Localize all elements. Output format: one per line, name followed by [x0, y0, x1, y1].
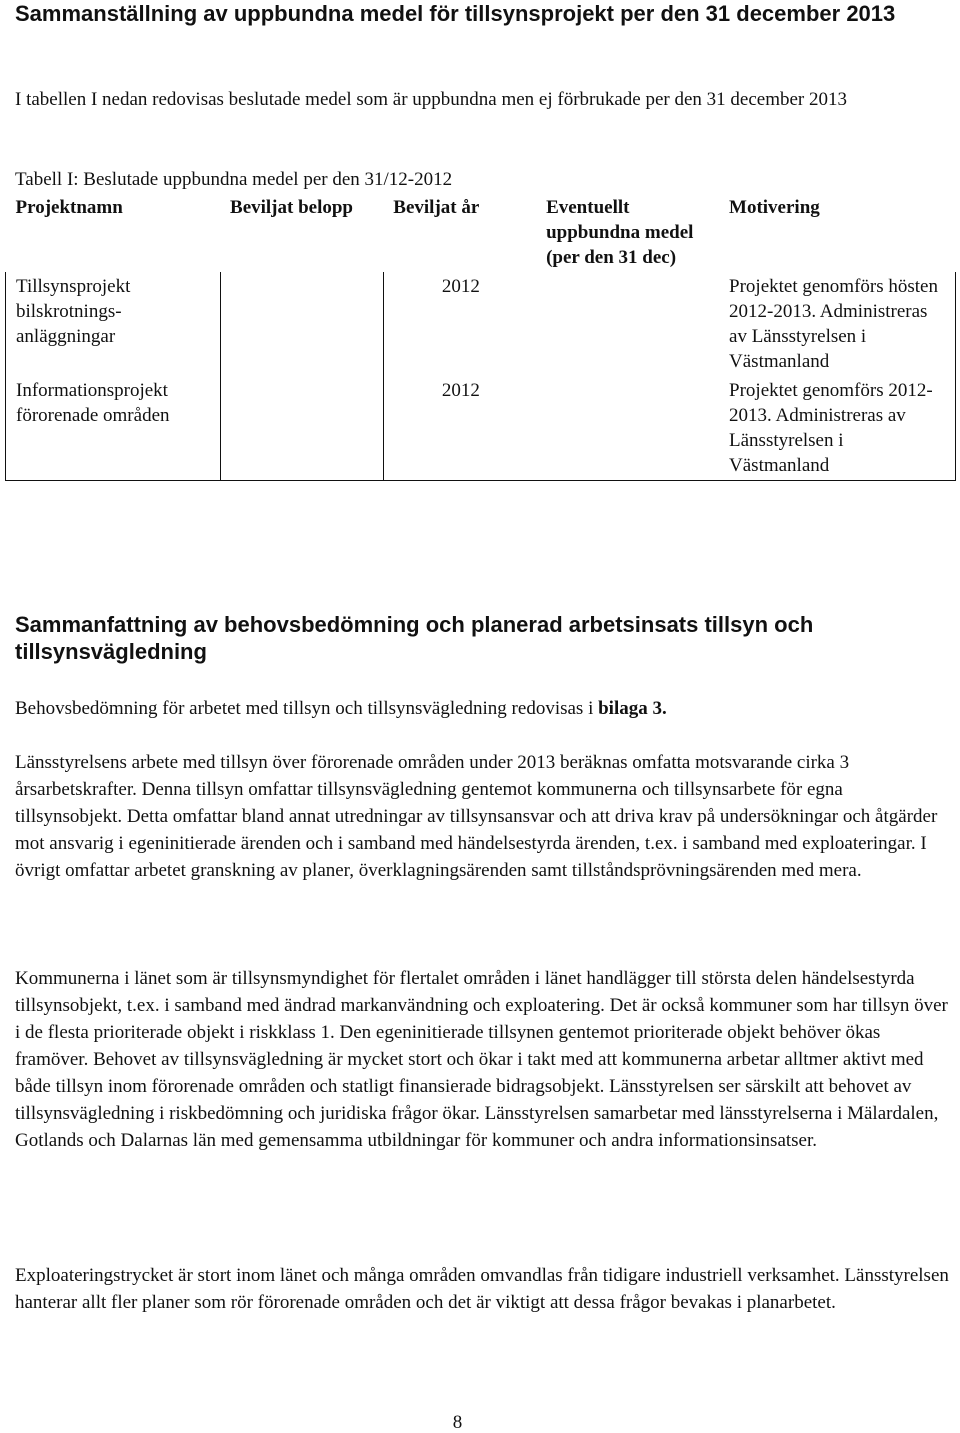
paragraph-text: Behovsbedömning för arbetet med tillsyn och tillsynsvägledning redovisas i	[15, 698, 599, 719]
paragraph-kommunerna: Kommunerna i länet som är tillsynsmyndighet för flertalet områden i länet handlägger till största delen händelsestyrda tillsynsobjekt, t.ex. i samband med ändrad markanvändning och exploatering. Det är också kommuner som har tillsyn över i de flesta prioriterade objekt i riskklass 1. Den egeninitierade tillsynen gentemot prioriterade objekt behöver ökas framöver. Behovet av tillsynsvägledning är mycket stort och ökar i takt med att kommunerna arbetar alltmer aktivt med både tillsyn inom förorenade områden och statligt finansierade bidragsobjekt. Länsstyrelsen ser särskilt att behovet av tillsynsvägledning i riskbedömning och juridiska frågor ökar. Länsstyrelsen samarbetar med länsstyrelserna i Mälardalen, Gotlands och Dalarnas län med gemensamma utbildningar för kommuner och andra informationsinsatser.	[15, 968, 948, 1151]
table-header-row	[6, 193, 956, 272]
paragraph-behovsbedomning	[15, 695, 950, 722]
cell-projektnamn: Informationsprojekt förorenade områden	[6, 376, 221, 481]
cell-projektnamn: Tillsynsprojekt bilskrotnings-anläggningar	[6, 272, 221, 376]
header-beviljat-ar: Beviljat år	[393, 197, 480, 218]
paragraph-exploatering: Exploateringstrycket är stort inom länet och många områden omvandlas från tidigare industriell verksamhet. Länsstyrelsen hanterar allt fler planer som rör förorenade områden och det är viktigt att dessa frågor bevakas i planarbetet.	[15, 1265, 949, 1313]
cell-ar: 2012	[441, 276, 480, 297]
table-caption: Tabell I: Beslutade uppbundna medel per den 31/12-2012	[15, 169, 453, 190]
cell-belopp	[220, 376, 383, 481]
header-motivering: Motivering	[729, 197, 820, 218]
cell-ar: 2012	[383, 376, 536, 481]
header-projektnamn: Projektnamn	[15, 197, 123, 218]
cell-belopp	[220, 272, 383, 376]
cell-motivering: Projektet genomförs hösten 2012-2013. Administreras av Länsstyrelsen i Västmanland	[719, 272, 955, 376]
cell-motivering: Projektet genomförs 2012-2013. Administreras av Länsstyrelsen i Västmanland	[719, 376, 955, 481]
funds-table	[5, 193, 956, 481]
intro-paragraph: I tabellen I nedan redovisas beslutade medel som är uppbundna men ej förbrukade per den 31 december 2013	[15, 89, 848, 110]
cell-uppbundna	[536, 376, 719, 481]
bilaga-reference: bilaga 3	[598, 698, 662, 719]
paragraph-end: .	[661, 698, 667, 719]
page-number: 8	[452, 1412, 463, 1433]
document-title: Sammanställning av uppbundna medel för tillsynsprojekt per den 31 december 2013	[15, 1, 896, 26]
paragraph-lansstyrelsen-tillsyn: Länsstyrelsens arbete med tillsyn över förorenade områden under 2013 beräknas omfatta motsvarande cirka 3 årsarbetskrafter. Denna tillsyn omfattar tillsynsvägledning gentemot kommunerna och tillsynsarbete för egna tillsynsobjekt. Detta omfattar bland annat utredningar av tillsynsansvar och att driva krav på undersökningar och åtgärder mot ansvarig i egeninitierade ärenden och i samband med händelsestyrda ärenden, t.ex. i samband med exploateringar. I övrigt omfattar arbetet granskning av planer, överklagningsärenden samt tillståndsprövningsärenden med mera.	[15, 752, 938, 881]
table-row	[6, 376, 956, 481]
table-row	[6, 272, 956, 376]
header-beviljat-belopp: Beviljat belopp	[230, 197, 353, 218]
header-uppbundna-medel: Eventuellt uppbundna medel (per den 31 dec)	[546, 197, 694, 268]
section-title: Sammanfattning av behovsbedömning och planerad arbetsinsats tillsyn och tillsynsvägledning	[15, 612, 814, 664]
cell-uppbundna	[536, 272, 719, 376]
